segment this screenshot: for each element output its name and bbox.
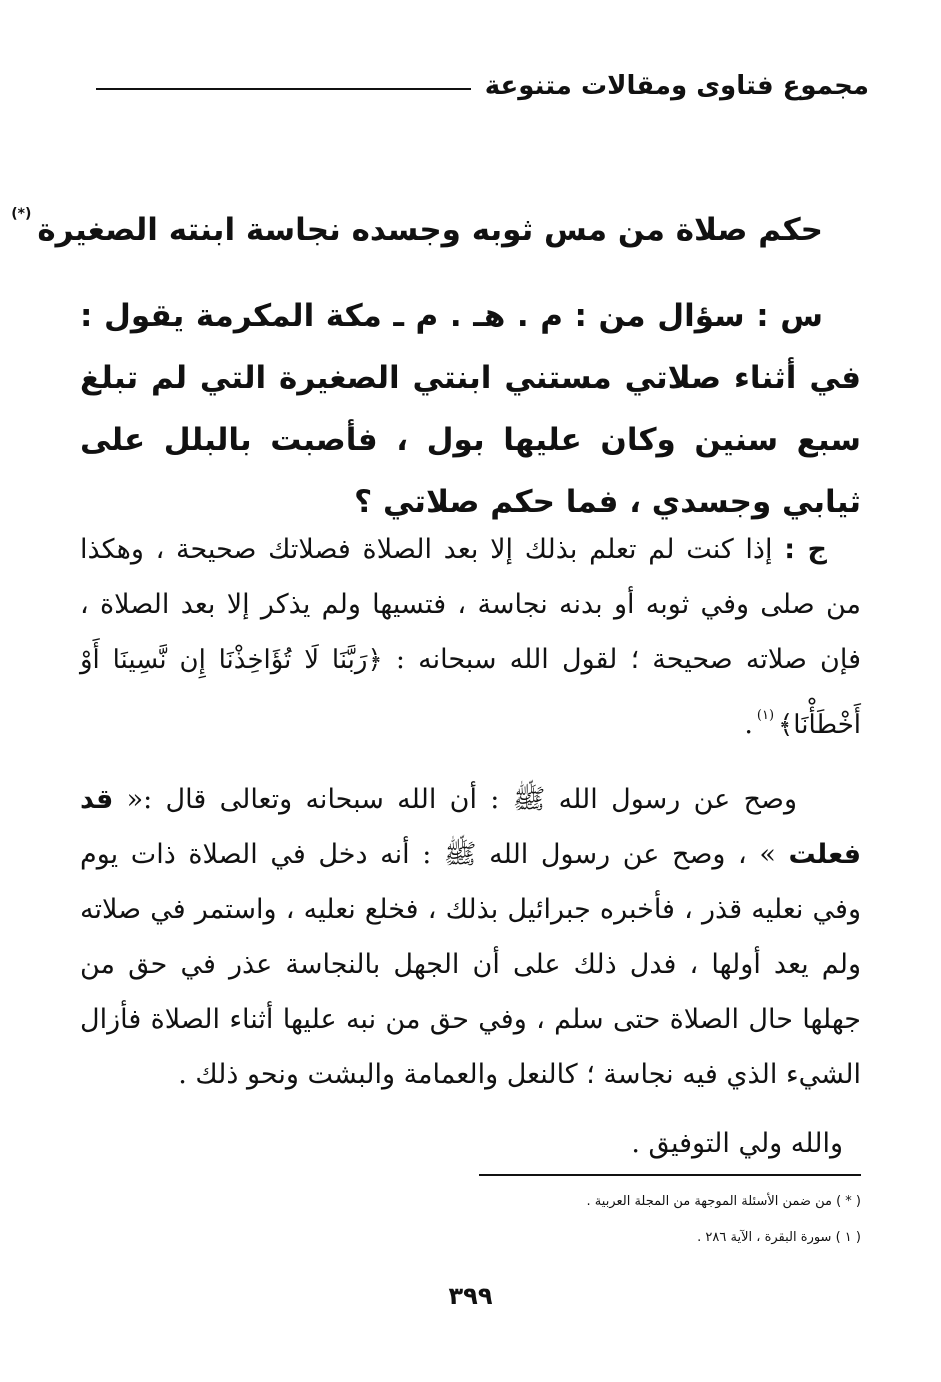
article-title-text: حكم صلاة من مس ثوبه وجسده نجاسة ابنته الصغيرة bbox=[37, 212, 823, 248]
footnote-2: ( ١ ) سورة البقرة ، الآية ٢٨٦ . bbox=[697, 1230, 861, 1245]
running-header-title: مجموع فتاوى ومقالات متنوعة bbox=[484, 71, 869, 101]
footnotes bbox=[380, 1184, 861, 1256]
title-footnote-marker: (*) bbox=[11, 206, 32, 222]
answer-text-1: إذا كنت لم تعلم بذلك إلا بعد الصلاة فصلاتك صحيحة ، وهكذا من صلى وفي ثوبه أو بدنه نجاسة ، فتسيها ولم يذكر إلا بعد الصلاة ، فإن صلاته صحيحة ؛ لقول الله سبحانه : bbox=[80, 534, 861, 675]
running-header bbox=[96, 64, 869, 108]
verse-footnote-marker: (١) bbox=[756, 708, 775, 723]
question-paragraph bbox=[80, 285, 861, 533]
footnote-1: ( * ) من ضمن الأسئلة الموجهة من المجلة العربية . bbox=[586, 1194, 861, 1209]
answer-label: ج : bbox=[784, 534, 827, 565]
question-label: س : bbox=[756, 298, 824, 334]
answer-text-1-end: . bbox=[744, 709, 753, 740]
page-number: ٣٩٩ bbox=[448, 1282, 493, 1310]
header-rule bbox=[96, 88, 471, 90]
closing-line: والله ولي التوفيق . bbox=[631, 1128, 843, 1159]
answer-text-2-start: وصح عن رسول الله ﷺ : أن الله سبحانه وتعالى قال :« bbox=[126, 784, 797, 815]
answer-text-2-rest: » ، وصح عن رسول الله ﷺ : أنه دخل في الصلاة ذات يوم وفي نعليه قذر ، فأخبره جبرائيل بذلك ، فخلع نعليه ، واستمر في صلاته ولم يعد أولها ، فدل ذلك على أن الجهل بالنجاسة عذر في حق من جهلها حال الصلاة حتى سلم ، وفي حق من نبه عليها أثناء الصلاة فأزال الشيء الذي فيه نجاسة ؛ كالنعل والعمامة والبشت ونحو ذلك . bbox=[80, 839, 861, 1090]
answer-paragraph-1 bbox=[80, 522, 861, 753]
question-text: سؤال من : م . هـ . م ـ مكة المكرمة يقول : في أثناء صلاتي مستني ابنتي الصغيرة التي لم تبلغ سبع سنين وكان عليها بول ، فأصبت بالبلل على ثيابي وجسدي ، فما حكم صلاتي ؟ bbox=[80, 298, 861, 520]
hadith-quote: قد فعلت bbox=[80, 784, 861, 870]
quran-verse: ﴿رَبَّنَا لَا تُؤَاخِذْنَا إِن نَّسِينَا أَوْ أَخْطَأْنَا﴾ bbox=[80, 645, 861, 740]
answer-paragraph-2 bbox=[80, 772, 861, 1102]
article-title bbox=[11, 182, 823, 262]
footnote-rule bbox=[479, 1174, 861, 1176]
